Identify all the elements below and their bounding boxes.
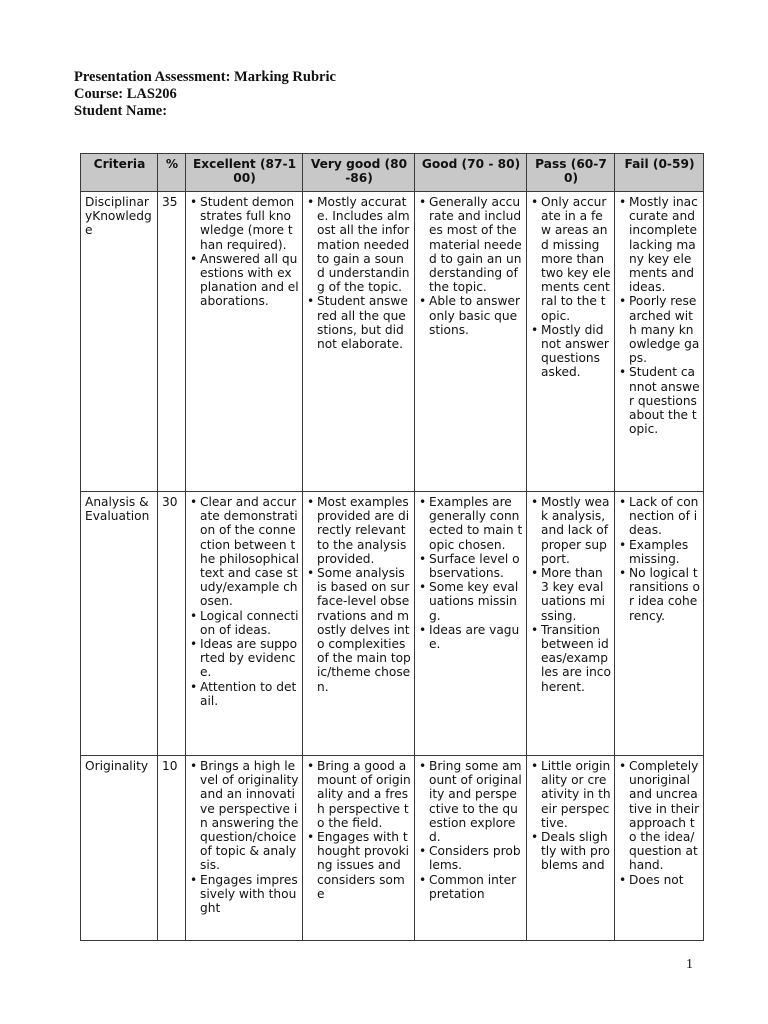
excellent-cell [186,756,303,941]
pass-cell [527,492,615,756]
header-pass: Pass (60-70) [527,154,615,192]
list-item: • Ideas are supported by evidence. [200,637,299,680]
course-label: Course: LAS206 [74,86,177,102]
header-fail: Fail (0-59) [615,154,704,192]
table-row [81,492,704,756]
list-item: • Completely unoriginal and uncreative in their approach to the idea/question at hand. [629,759,700,873]
fail-cell [615,192,704,492]
list-item: • Common interpretation [429,873,523,901]
list-item: • Brings a high level of originality and an innovative perspective in answering the question/choice of topic & analysis. [200,759,299,873]
header-excellent: Excellent (87-100) [186,154,303,192]
fail-cell [615,756,704,941]
header-criteria: Criteria [81,154,158,192]
list-item: • Clear and accurate demonstration of the connection between the philosophical text and case study/example chosen. [200,495,299,609]
good-cell [415,756,527,941]
header-good: Good (70 - 80) [415,154,527,192]
list-item: • Lack of connection of ideas. [629,495,700,538]
student-name-label: Student Name: [74,103,168,119]
list-item: • Some analysis is based on surface-level observations and mostly delves into complexities of the main topic/theme chosen. [317,566,411,694]
good-cell [415,192,527,492]
list-item: • Attention to detail. [200,680,299,708]
list-item: • Student answered all the questions, but did not elaborate. [317,294,411,351]
list-item: • Transition between ideas/examples are incoherent. [541,623,611,694]
percent-cell: 35 [158,192,186,492]
list-item: • Deals slightly with problems and [541,830,611,873]
rubric-table [80,153,704,941]
list-item: • Able to answer only basic questions. [429,294,523,337]
criteria-cell: DisciplinaryKnowledge [81,192,158,492]
pass-cell [527,192,615,492]
list-item: • Logical connection of ideas. [200,609,299,637]
table-row [81,756,704,941]
header-very-good: Very good (80 -86) [303,154,415,192]
list-item: • Engages impressively with thought [200,873,299,916]
list-item: • Student demonstrates full knowledge (more than required). [200,195,299,252]
list-item: • Some key evaluations missing. [429,580,523,623]
list-item: • Engages with thought provoking issues and considers some [317,830,411,901]
list-item: • Does not [629,873,700,887]
list-item: • Only accurate in a few areas and missing more than two key elements central to the topic. [541,195,611,323]
criteria-cell: Analysis & Evaluation [81,492,158,756]
header-row [81,154,704,192]
list-item: • Most examples provided are directly relevant to the analysis provided. [317,495,411,566]
list-item: • No logical transitions or idea coherency. [629,566,700,623]
list-item: • More than 3 key evaluations missing. [541,566,611,623]
list-item: • Surface level observations. [429,552,523,580]
page-number: 1 [686,957,693,972]
percent-cell: 10 [158,756,186,941]
list-item: • Examples are generally connected to main topic chosen. [429,495,523,552]
list-item: • Bring a good amount of originality and a fresh perspective to the field. [317,759,411,830]
very-good-cell [303,492,415,756]
list-item: • Mostly weak analysis, and lack of proper support. [541,495,611,566]
very-good-cell [303,192,415,492]
list-item: • Ideas are vague. [429,623,523,651]
list-item: • Mostly accurate. Includes almost all the information needed to gain a sound understanding of the topic. [317,195,411,294]
list-item: • Examples missing. [629,538,700,566]
document-header [74,69,336,120]
list-item: • Poorly researched with many knowledge gaps. [629,294,700,365]
header-percent: % [158,154,186,192]
list-item: • Bring some amount of originality and perspective to the question explored. [429,759,523,844]
list-item: • Generally accurate and includes most of the material needed to gain an understanding of the topic. [429,195,523,294]
table-row [81,192,704,492]
list-item: • Little originality or creativity in their perspective. [541,759,611,830]
list-item: • Student cannot answer questions about the topic. [629,365,700,436]
excellent-cell [186,192,303,492]
document-title: Presentation Assessment: Marking Rubric [74,69,336,85]
percent-cell: 30 [158,492,186,756]
excellent-cell [186,492,303,756]
list-item: • Mostly did not answer questions asked. [541,323,611,380]
list-item: • Considers problems. [429,844,523,872]
criteria-cell: Originality [81,756,158,941]
very-good-cell [303,756,415,941]
good-cell [415,492,527,756]
list-item: • Answered all questions with explanation and elaborations. [200,252,299,309]
pass-cell [527,756,615,941]
list-item: • Mostly inaccurate and incomplete lacking many key elements and ideas. [629,195,700,294]
fail-cell [615,492,704,756]
